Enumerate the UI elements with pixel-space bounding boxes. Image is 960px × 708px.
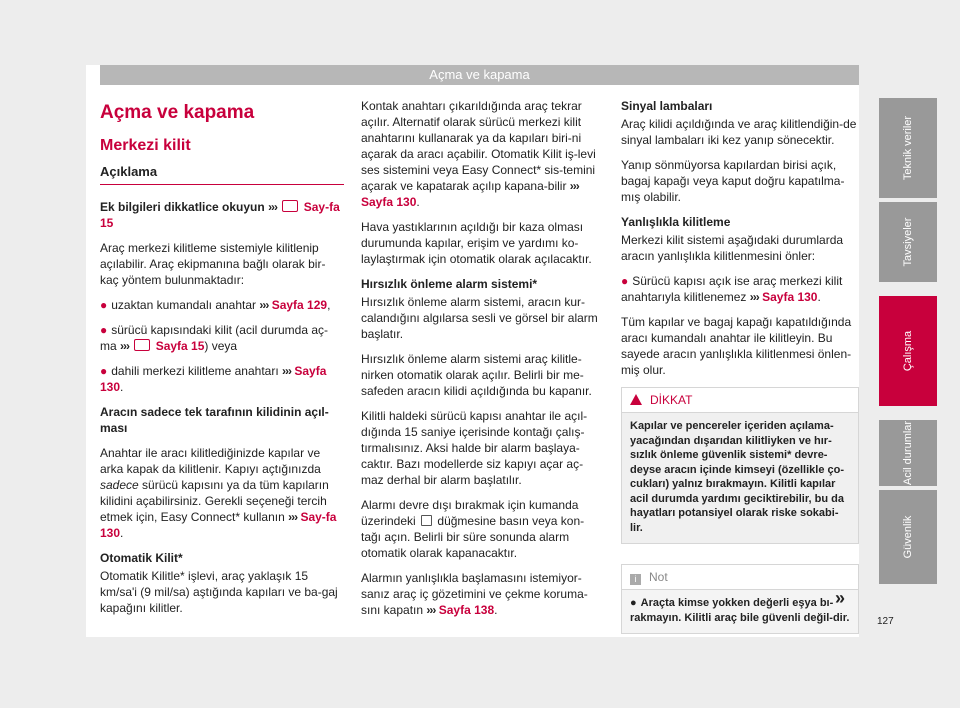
arrow-icon: ››› <box>259 298 269 312</box>
warning-icon <box>630 394 642 405</box>
bullet-icon: ● <box>100 298 108 312</box>
list-item: ● sürücü kapısındaki kilit (acil durumda aç-ma ››› Sayfa 15) veya <box>100 323 329 353</box>
paragraph: Yanıp sönmüyorsa kapılardan birisi açık, bagaj kapağı veya kaput doğru kapatılma-mış olabilir. <box>621 158 845 204</box>
note-text: ● Araçta kimse yokken değerli eşya bı-rakmayın. Kilitli araç bile güvenli değil-dir. <box>630 597 850 624</box>
page-title: Açma ve kapama <box>100 102 255 123</box>
arrow-icon: ››› <box>569 179 579 193</box>
bullet-icon: ● <box>100 364 108 378</box>
info-icon: i <box>630 574 641 585</box>
paragraph: Tüm kapılar ve bagaj kapağı kapatıldığında aracı kumandalı anahtar ile kilitleyin. Bu sayede aracın yanlışlıkla kilitlenmesi önlen-miş olur. <box>621 315 852 377</box>
page-reference-link[interactable]: Sayfa 138 <box>438 603 495 617</box>
tab-label: Teknik veriler <box>902 115 914 181</box>
paragraph: Kontak anahtarı çıkarıldığında araç tekrar açılır. Alternatif olarak sürücü merkezi kilit anahtarını kullanarak ya da kapıları biri-ni açarak da aracı açabilir. Otomatik Kilit iş-levi ses sistemini veya Easy Connect* sis-temini açarak ve kapatarak açılıp kapana-bilir ››› Sayfa 130. <box>361 99 596 209</box>
continue-icon: » <box>835 588 846 608</box>
tab-recommendations[interactable] <box>879 202 937 282</box>
warning-header: DİKKAT <box>622 388 858 413</box>
paragraph: Araç kilidi açıldığında ve araç kilitlendiğin-de sinyal lambaları iki kez yanıp sönecektir. <box>621 117 857 147</box>
arrow-icon: ››› <box>120 339 130 353</box>
tab-safety[interactable] <box>879 490 937 584</box>
arrow-icon: ››› <box>426 603 436 617</box>
tab-label: Güvenlik <box>902 515 914 559</box>
paragraph: Kilitli haldeki sürücü kapısı anahtar ile açıl-dığında 15 saniye içerisinde kontağı çalış-tırmalısınız. Aksi halde bir alarm başlaya-caktır. Bazı modellerde siz kapıyı açar aç-maz derhal bir alarm başlatılır. <box>361 409 588 487</box>
column-2 <box>361 98 603 627</box>
tab-technical-data[interactable] <box>879 98 937 198</box>
page-number: 127 <box>877 616 894 627</box>
tab-label: Acil durumlar <box>902 420 914 486</box>
column-3 <box>621 98 859 634</box>
page-reference-link[interactable]: Sayfa 130 <box>762 290 818 304</box>
subheading: Aracın sadece tek tarafının kilidinin açıl-ması <box>100 405 329 435</box>
page-reference-link[interactable]: Sayfa 130 <box>100 364 327 394</box>
bullet-icon: ● <box>630 597 637 609</box>
tab-label: Çalışma <box>902 330 914 372</box>
bullet-icon: ● <box>100 323 108 337</box>
paragraph: Anahtar ile aracı kilitlediğinizde kapılar ve arka kapak da kilitlenir. Kapıyı açtığınızda sadece sürücü kapısını ya da tüm kapıların kilidini açabilirsiniz. Gerekli seçeneği tercih etmek için, Easy Connect* kullanın ››› Say-fa 130. <box>100 446 337 540</box>
tab-label: Tavsiyeler <box>902 217 914 267</box>
note-header: i Not <box>622 565 858 590</box>
paragraph: Otomatik Kilitle* işlevi, araç yaklaşık 15 km/sa'i (9 mil/sa) aştığında kapıları ve ba-gaj kapağını kilitler. <box>100 569 338 615</box>
arrow-icon: ››› <box>268 200 278 214</box>
book-icon <box>134 339 150 351</box>
book-icon <box>282 200 298 212</box>
page-reference-link[interactable]: Sayfa 15 <box>155 339 205 353</box>
page-reference-link[interactable]: Say-fa 15 <box>100 200 340 230</box>
subheading: Sinyal lambaları <box>621 99 713 113</box>
page-reference-link[interactable]: Sayfa 130 <box>361 195 417 209</box>
subheading: Otomatik Kilit* <box>100 551 183 565</box>
arrow-icon: ››› <box>288 510 298 524</box>
arrow-icon: ››› <box>282 364 291 378</box>
column-1 <box>100 92 344 625</box>
page-header: Açma ve kapama <box>100 65 859 85</box>
paragraph: Merkezi kilit sistemi aşağıdaki durumlarda aracın yanlışlıkla kilitlenmesini önler: <box>621 233 844 263</box>
subheading: Hırsızlık önleme alarm sistemi* <box>361 277 538 291</box>
intro-paragraph: Ek bilgileri dikkatlice okuyun ››› Say-fa 15 <box>100 200 340 230</box>
page-reference-link[interactable]: Sayfa 129 <box>271 298 328 312</box>
note-box <box>621 564 859 634</box>
paragraph: Hırsızlık önleme alarm sistemi araç kilitle-nirken otomatik olarak açılır. Belirli bir me-safeden aracın kilidi açıldığında bu kapanır. <box>361 352 592 398</box>
tab-operation[interactable] <box>879 296 937 406</box>
warning-box <box>621 387 859 544</box>
arrow-icon: ››› <box>749 290 759 304</box>
bullet-icon: ● <box>621 274 629 288</box>
warning-text: Kapılar ve pencereler içeriden açılama-yacağından dışarıdan kilitliyken ve hır-sızlık önleme güvenlik sistemi* devre-deyse aracın içinde kimseyi (özellikle ço-cukları) yalnız bırakmayın. Kilitli kapılar acil durumda yardımı geciktirebilir, bu da hayatları potansiyel olarak riske sokabi-lir. <box>630 420 844 534</box>
tab-emergencies[interactable] <box>879 420 937 486</box>
paragraph: Alarmın yanlışlıkla başlamasını istemiyor-sanız araç iç gözetimini ve çekme koruma-sını kapatın ››› Sayfa 138. <box>361 571 588 617</box>
paragraph: Araç merkezi kilitleme sistemiyle kilitlenip açılabilir. Araç ekipmanına bağlı olarak bir-kaç yöntem bulunmaktadır: <box>100 241 326 287</box>
paragraph: Alarmı devre dışı bırakmak için kumanda üzerindeki düğmesine basın veya kon-tağı açın. Belirli bir süre sonunda alarm otomatik olarak kapanacaktır. <box>361 498 585 560</box>
list-item: ● Sürücü kapısı açık ise araç merkezi kilit anahtarıyla kilitlenemez ››› Sayfa 130. <box>621 274 843 304</box>
list-item: ● dahili merkezi kilitleme anahtarı ››› Sayfa 130. <box>100 364 327 394</box>
subsection-title: Açıklama <box>100 162 344 185</box>
paragraph: Hırsızlık önleme alarm sistemi, aracın kur-calandığını algılarsa sesli ve görsel bir alarm başlatır. <box>361 295 598 341</box>
page-reference-link[interactable]: Say-fa 130 <box>100 510 337 540</box>
list-item: ● uzaktan kumandalı anahtar ››› Sayfa 129, <box>100 298 331 312</box>
section-title: Merkezi kilit <box>100 137 191 154</box>
lock-icon <box>421 515 432 526</box>
subheading: Yanlışlıkla kilitleme <box>621 215 731 229</box>
paragraph: Hava yastıklarının açıldığı bir kaza olması durumunda kapılar, erişim ve yardımı ko-laylaştırmak için otomatik olarak açılacaktır. <box>361 220 592 266</box>
